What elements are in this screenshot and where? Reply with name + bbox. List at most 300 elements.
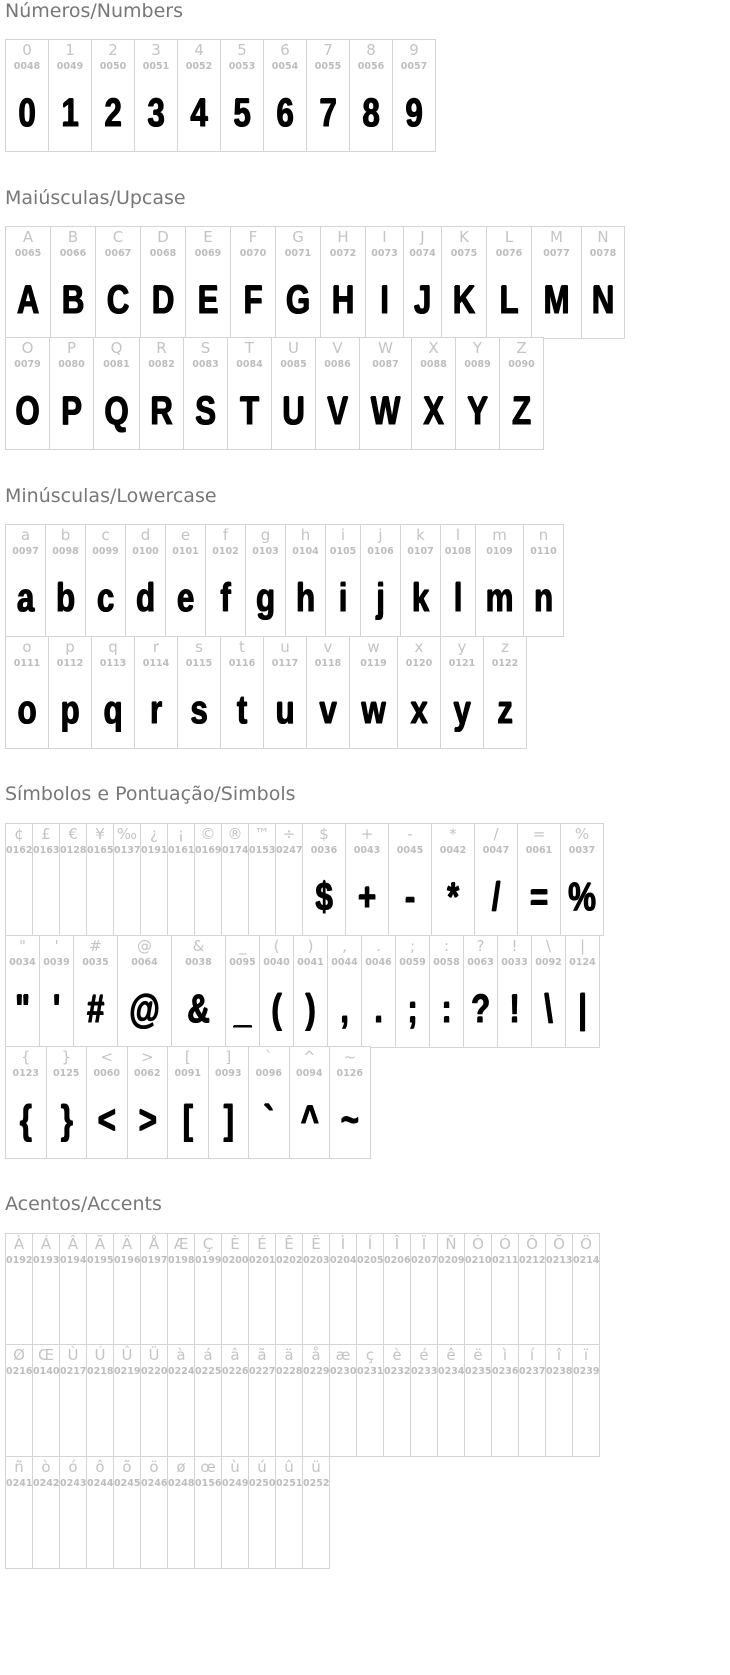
character-label: Î [394,1235,400,1253]
character-label: I [382,228,387,246]
glyph-cell [499,337,544,450]
character-code: 0241 [6,1478,33,1489]
character-code: 0121 [448,658,476,669]
glyph-cell [140,1344,168,1457]
glyph-sample: + [357,875,377,919]
glyph-sample [252,1505,272,1555]
glyph-cell [113,823,141,936]
character-label: ú [257,1458,267,1476]
character-label: w [367,638,380,656]
character-code: 0196 [114,1255,141,1266]
glyph-cell [263,39,307,152]
glyph-cell [464,1344,492,1457]
glyph-cell [221,1233,249,1346]
character-code: 0097 [12,546,39,557]
glyph-sample: E [197,278,219,322]
glyph-sample [171,872,191,922]
character-label: h [300,526,311,544]
character-label: j [378,526,383,544]
glyph-cell [86,1344,114,1457]
character-label: C [112,228,124,246]
glyph-sample [36,1393,56,1443]
character-code: 0156 [195,1478,222,1489]
glyph-sample [279,872,299,922]
character-label: ã [257,1346,267,1364]
character-label: 0 [22,41,32,59]
glyph-cell [134,636,178,749]
glyph-cell [86,1233,114,1346]
glyph-cell [545,1344,573,1457]
character-label: } [61,1048,72,1066]
character-label: ë [473,1346,483,1364]
character-label: Ç [202,1235,214,1253]
glyph-sample: y [453,688,471,732]
glyph-cell [441,226,487,339]
glyph-cell [194,1233,222,1346]
glyph-sample [252,1393,272,1443]
glyph-sample [576,1282,596,1332]
character-code: 0052 [185,61,213,72]
section-title: Símbolos e Pontuação/Simbols [5,783,296,805]
character-code: 0248 [168,1478,195,1489]
glyph-cell [259,935,294,1048]
character-code: 0112 [56,658,84,669]
character-code: 0043 [353,845,381,856]
character-code: 0165 [87,845,114,856]
character-code: 0212 [519,1255,546,1266]
glyph-cell [248,823,276,936]
character-code: 0098 [52,546,79,557]
character-code: 0207 [411,1255,438,1266]
glyph-cell [32,1456,60,1569]
glyph-cell [263,636,307,749]
glyph-sample [225,1505,245,1555]
glyph-cell [91,39,135,152]
character-label: l [455,526,461,544]
character-label: ñ [14,1458,24,1476]
glyph-sample [279,1393,299,1443]
glyph-cell [140,823,168,936]
character-label: á [203,1346,213,1364]
character-label: Ø [13,1346,25,1364]
character-label: L [504,228,514,246]
character-label: - [407,825,413,843]
glyph-sample [63,872,83,922]
character-label: ( [273,937,280,955]
glyph-cell [140,1456,168,1569]
glyph-sample: z [497,688,513,732]
character-label: : [443,937,450,955]
glyph-sample: v [319,688,337,732]
glyph-sample [522,1282,542,1332]
glyph-sample [468,1393,488,1443]
glyph-cell [117,935,172,1048]
glyph-sample [171,1282,191,1332]
glyph-sample [171,1393,191,1443]
glyph-cell [285,524,326,637]
character-code: 0205 [357,1255,384,1266]
character-label: N [597,228,609,246]
glyph-cell [486,226,532,339]
glyph-cell [523,524,564,637]
character-label: " [19,937,26,955]
glyph-sample: r [149,688,163,732]
glyph-sample [117,872,137,922]
character-label: % [574,825,590,843]
character-code: 0099 [92,546,119,557]
section-title: Acentos/Accents [5,1193,162,1215]
character-label: ' [54,937,59,955]
glyph-sample [279,1505,299,1555]
character-code: 0069 [194,248,222,259]
glyph-cell [329,1344,357,1457]
glyph-sample: $ [315,875,333,919]
glyph-sample [252,872,272,922]
character-code: 0162 [6,845,33,856]
character-label: Ã [94,1235,106,1253]
character-label: Y [472,339,483,357]
character-label: ¥ [95,825,105,843]
glyph-cell [5,1046,47,1159]
character-code: 0219 [114,1366,141,1377]
glyph-cell [315,337,360,450]
glyph-sample [63,1505,83,1555]
character-label: â [230,1346,240,1364]
glyph-cell [306,39,350,152]
glyph-cell [194,1344,222,1457]
glyph-sample [549,1282,569,1332]
character-label: n [538,526,549,544]
character-label: ì [502,1346,508,1364]
glyph-sample: e [176,576,195,620]
character-label: 5 [237,41,247,59]
character-code: 0066 [59,248,87,259]
glyph-cell [95,226,141,339]
glyph-sample: ( [271,987,282,1031]
character-label: G [292,228,304,246]
character-label: ¢ [14,825,24,843]
glyph-sample [144,872,164,922]
character-code: 0239 [573,1366,600,1377]
glyph-sample: \ [544,987,553,1031]
character-label: ö [149,1458,159,1476]
glyph-cell [483,636,527,749]
character-code: 0198 [168,1255,195,1266]
character-label: [ [184,1048,191,1066]
character-label: ; [409,937,416,955]
glyph-cell [565,935,600,1048]
glyph-cell [227,337,272,450]
character-label: õ [122,1458,132,1476]
character-label: ç [365,1346,375,1364]
character-code: 0197 [141,1255,168,1266]
character-code: 0220 [141,1366,168,1377]
glyph-cell [5,524,46,637]
character-code: 0204 [330,1255,357,1266]
character-code: 0191 [141,845,168,856]
character-code: 0117 [271,658,299,669]
character-code: 0100 [132,546,159,557]
character-label: Ù [67,1346,79,1364]
character-code: 0049 [56,61,84,72]
character-code: 0249 [222,1478,249,1489]
glyph-cell [167,1046,209,1159]
glyph-cell [5,337,50,450]
glyph-cell [275,823,303,936]
character-code: 0137 [114,845,141,856]
glyph-sample: H [331,278,355,322]
character-label: | [579,937,586,955]
character-code: 0236 [492,1366,519,1377]
character-code: 0068 [149,248,177,259]
character-code: 0238 [546,1366,573,1377]
character-code: 0245 [114,1478,141,1489]
character-code: 0193 [33,1255,60,1266]
glyph-cell [383,1233,411,1346]
character-label: ! [511,937,518,955]
glyph-sample: ~ [340,1098,359,1142]
glyph-cell [93,337,140,450]
character-code: 0075 [450,248,478,259]
glyph-cell [360,524,401,637]
character-label: T [244,339,255,357]
character-code: 0231 [357,1366,384,1377]
glyph-cell [271,337,316,450]
character-code: 0101 [172,546,199,557]
glyph-sample [36,1505,56,1555]
glyph-cell [49,337,94,450]
character-label: U [288,339,299,357]
character-label: x [414,638,424,656]
character-label: m [492,526,507,544]
character-label: å [311,1346,321,1364]
glyph-sample [279,1282,299,1332]
glyph-cell [329,1233,357,1346]
character-code: 0229 [303,1366,330,1377]
glyph-sample: n [533,576,554,620]
glyph-sample [198,872,218,922]
glyph-sample [198,1282,218,1332]
glyph-sample: [ [182,1098,193,1142]
character-label: R [156,339,167,357]
character-label: / [493,825,499,843]
glyph-sample: i [338,576,348,620]
glyph-sample: g [255,576,276,620]
glyph-sample: 7 [319,91,337,135]
character-label: D [157,228,169,246]
glyph-cell [431,823,475,936]
character-code: 0062 [134,1068,161,1079]
character-code: 0037 [568,845,596,856]
glyph-sample: - [404,875,416,919]
character-label: Ö [580,1235,592,1253]
character-code: 0082 [148,359,175,370]
glyph-cell [581,226,625,339]
glyph-cell [167,1456,195,1569]
glyph-sample: o [17,688,37,732]
character-label: F [248,228,258,246]
character-label: ê [446,1346,456,1364]
glyph-cell [410,1233,438,1346]
glyph-sample: b [55,576,76,620]
glyph-cell [167,823,195,936]
glyph-sample: C [106,278,130,322]
character-code: 0111 [13,658,41,669]
character-label: ò [41,1458,51,1476]
character-code: 0226 [222,1366,249,1377]
character-label: v [323,638,333,656]
character-code: 0089 [464,359,491,370]
character-code: 0060 [93,1068,120,1079]
glyph-sample: < [97,1098,116,1142]
character-code: 0057 [400,61,428,72]
character-label: © [200,825,216,843]
character-label: Å [148,1235,160,1253]
glyph-cell [475,524,524,637]
glyph-sample: L [499,278,519,322]
character-label: ü [311,1458,321,1476]
character-label: M [550,228,563,246]
glyph-sample [90,1282,110,1332]
glyph-cell [86,1456,114,1569]
glyph-cell [140,1233,168,1346]
glyph-cell [134,39,178,152]
character-label: B [67,228,79,246]
glyph-cell [463,935,498,1048]
glyph-cell [491,1233,519,1346]
character-code: 0051 [142,61,170,72]
character-code: 0087 [372,359,399,370]
glyph-sample [63,1393,83,1443]
glyph-cell [39,935,74,1048]
glyph-sample [144,1393,164,1443]
section-title: Minúsculas/Lowercase [5,485,217,507]
glyph-sample: D [151,278,175,322]
character-code: 0088 [420,359,447,370]
glyph-cell [48,39,92,152]
glyph-cell [327,935,362,1048]
glyph-cell [59,1344,87,1457]
glyph-sample [36,872,56,922]
glyph-sample [9,1505,29,1555]
character-code: 0064 [131,957,158,968]
character-label: 7 [323,41,333,59]
character-label: Ï [421,1235,427,1253]
character-label: s [195,638,203,656]
glyph-sample: > [138,1098,157,1142]
glyph-sample [198,1393,218,1443]
glyph-sample: l [453,576,463,620]
glyph-cell [113,1233,141,1346]
character-label: i [340,526,346,544]
glyph-sample: 6 [276,91,294,135]
character-label: & [192,937,205,955]
glyph-cell [86,1046,128,1159]
character-label: , [342,937,347,955]
character-code: 0108 [444,546,472,557]
character-code: 0244 [87,1478,114,1489]
character-label: Û [121,1346,133,1364]
character-code: 0096 [255,1068,282,1079]
glyph-sample: " [15,987,30,1031]
character-label: # [89,937,102,955]
character-code: 0246 [141,1478,168,1489]
section-title: Maiúsculas/Upcase [5,187,186,209]
glyph-sample [495,1393,515,1443]
glyph-cell [464,1233,492,1346]
glyph-sample: 2 [104,91,122,135]
glyph-cell [531,935,566,1048]
glyph-sample: } [60,1098,73,1142]
character-label: q [108,638,118,656]
glyph-cell [572,1344,600,1457]
glyph-cell [245,524,286,637]
glyph-cell [302,1344,330,1457]
character-label: A [22,228,34,246]
character-code: 0242 [33,1478,60,1489]
character-code: 0192 [6,1255,33,1266]
character-label: À [13,1235,25,1253]
glyph-sample: * [446,875,460,919]
character-code: 0194 [60,1255,87,1266]
glyph-cell [5,636,49,749]
character-code: 0067 [104,248,132,259]
character-code: 0055 [314,61,342,72]
character-label: Ò [472,1235,484,1253]
character-label: ` [265,1048,273,1066]
character-code: 0250 [249,1478,276,1489]
glyph-cell [5,1233,33,1346]
character-label: Í [367,1235,373,1253]
glyph-sample [576,1393,596,1443]
glyph-cell [517,823,561,936]
glyph-sample: ; [407,987,418,1031]
character-code: 0047 [482,845,510,856]
glyph-sample: ) [305,987,316,1031]
glyph-cell [345,823,389,936]
character-code: 0103 [252,546,279,557]
glyph-cell [293,935,328,1048]
glyph-cell [86,823,114,936]
glyph-cell [397,636,441,749]
glyph-sample [225,1393,245,1443]
character-label: < [100,1048,114,1066]
character-label: £ [41,825,51,843]
character-label: É [257,1235,267,1253]
glyph-sample [225,872,245,922]
character-code: 0090 [508,359,535,370]
glyph-sample [414,1282,434,1332]
glyph-cell [91,636,135,749]
glyph-cell [329,1046,371,1159]
character-code: 0061 [525,845,553,856]
glyph-sample: p [60,688,80,732]
glyph-cell [225,935,260,1048]
glyph-sample [468,1282,488,1332]
character-label: H [337,228,349,246]
character-code: 0225 [195,1366,222,1377]
character-code: 0053 [228,61,256,72]
glyph-sample: Z [511,389,532,433]
glyph-sample [171,1505,191,1555]
character-label: ¡ [177,825,184,843]
character-label: Q [110,339,123,357]
glyph-sample: t [236,688,248,732]
character-code: 0109 [486,546,513,557]
character-label: ] [225,1048,232,1066]
glyph-cell [275,1233,303,1346]
glyph-sample: ! [509,987,520,1031]
